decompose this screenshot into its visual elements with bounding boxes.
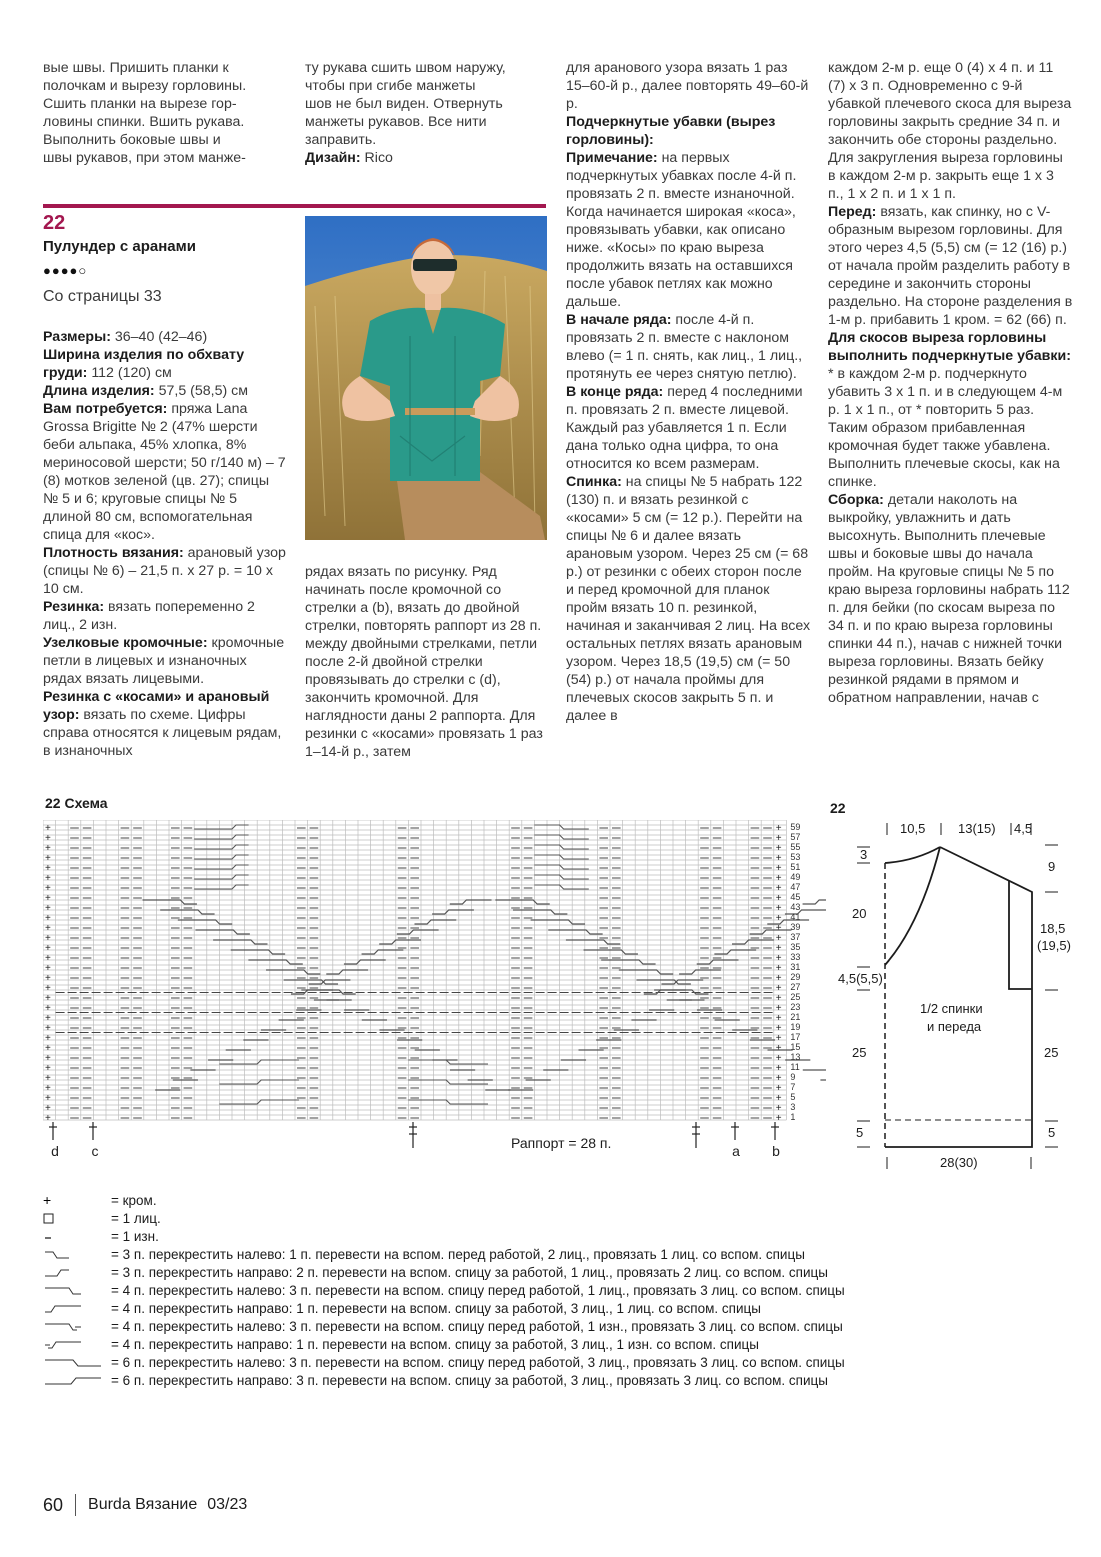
svg-text:35: 35 [790,942,801,952]
svg-text:45: 45 [790,892,801,902]
svg-text:+: + [45,1103,51,1114]
text-line: ловины спинки. Вшить рукава. [43,114,245,130]
paragraph-text: пряжа Lana Grossa Brigitte № 2 (47% шерсти беби альпака, 45% хлопка, 8% мериносовой шерсти; 50 г/140 м) – 7 (8) мотков зеленой (цв. 27); спицы № 5 и 6; круговые спицы № 5 длиной 80 см, вспомогательная спица для «кос». [43,401,286,543]
paragraph-label: Длина изделия: [43,383,155,399]
paragraph [828,203,1073,329]
svg-text:+: + [775,863,782,874]
paragraph-label: Спинка: [566,474,622,490]
text-line: манжеты рукавов. Все нити [305,114,487,130]
paragraph-text: каждом 2-м р. еще 0 (4) х 4 п. и 11 (7) х 3 п. Одновременно с 9-й убавкой плечевого скоса для выреза горловины закрыть средние 34 п. и закончить обе стороны раздельно. Для закругления выреза горловины в каждом 2-м р. закрыть еще 1 х 3 п., 1 х 2 п. и 1 х 1 п. [828,60,1072,202]
legend-text: = 3 п. перекрестить направо: 2 п. перевести на вспом. спицу за работой, 1 лиц., провязать 2 лиц. со вспом. спицы [111,1265,828,1280]
c4r-symbol-icon [43,1300,111,1318]
page-number: 60 [43,1494,64,1515]
legend-text: = 1 изн. [111,1229,159,1244]
svg-text:15: 15 [790,1042,801,1052]
svg-text:+: + [45,1073,51,1084]
paragraph-label: Вам потребуется: [43,401,168,417]
svg-text:59: 59 [790,822,801,832]
svg-text:+: + [45,943,51,954]
design-credit: Дизайн: Rico [305,150,393,166]
svg-text:+: + [45,923,51,934]
svg-text:29: 29 [790,972,801,982]
legend-text: = 1 лиц. [111,1211,161,1226]
svg-text:+: + [775,1113,782,1122]
svg-text:5: 5 [790,1092,796,1102]
svg-text:+: + [45,1113,51,1122]
svg-text:+: + [45,873,51,884]
c3l-symbol-icon [43,1246,111,1264]
svg-text:20: 20 [852,906,867,921]
svg-text:43: 43 [790,902,801,912]
svg-text:+: + [775,853,782,864]
paragraph [43,688,288,760]
legend-item [43,1210,923,1228]
svg-text:+: + [775,1013,782,1024]
legend-text: = 3 п. перекрестить налево: 1 п. перевести на вспом. перед работой, 2 лиц., провязать 1 лиц. со вспом. спицы [111,1247,805,1262]
rapport-label: Раппорт = 28 п. [511,1135,612,1151]
paragraph-label: Сборка: [828,492,884,508]
legend-item [43,1264,923,1282]
paragraph [566,473,811,725]
paragraph-text: 112 (120) см [87,365,172,381]
column2-top-text [305,59,550,167]
paragraph-label: Перед: [828,204,877,220]
paragraph-label: Плотность вязания: [43,545,184,561]
svg-text:18,5: 18,5 [1040,921,1066,936]
svg-text:55: 55 [790,842,801,852]
svg-text:+: + [45,973,51,984]
garment-schematic [830,815,1080,1175]
svg-text:27: 27 [790,982,801,992]
chart-title: 22 Схема [45,795,108,811]
svg-text:+: + [775,1043,782,1054]
legend-text: = 4 п. перекрестить налево: 3 п. перевести на вспом. спицу перед работой, 1 лиц., провязать 3 лиц. со вспом. спицы [111,1283,845,1298]
paragraph-text: для аранового узора вязать 1 раз 15–60-й р., далее повторять 49–60-й р. [566,60,809,112]
svg-text:+: + [45,1053,51,1064]
svg-text:+: + [45,903,51,914]
specs-text [43,328,288,760]
svg-text:c: c [91,1143,99,1159]
svg-text:33: 33 [790,952,801,962]
paragraph [566,383,811,473]
paragraph [43,346,288,382]
paragraph-label: Узелковые кромочные: [43,635,208,651]
svg-text:5: 5 [856,1125,864,1140]
paragraph-text: вязать по схеме. Цифры справа относятся к лицевым рядам, в изнаночных [43,707,282,759]
svg-text:+: + [775,823,782,834]
svg-text:+: + [775,933,782,944]
paragraph-label: Ширина изделия по обхвату груди: [43,347,245,381]
paragraph [566,311,811,383]
paragraph [828,491,1073,707]
svg-text:+: + [45,1003,51,1014]
paragraph [566,59,811,113]
text-line: чтобы при сгибе манжеты [305,78,476,94]
legend-item [43,1192,923,1210]
plus-symbol-icon [43,1192,111,1210]
svg-text:+: + [45,823,51,834]
column1-top-text [43,59,293,167]
svg-text:19: 19 [790,1022,801,1032]
svg-text:+: + [775,913,782,924]
svg-text:+: + [775,1053,782,1064]
legend-text: = 4 п. перекрестить направо: 1 п. перевести на вспом. спицу за работой, 3 лиц., 1 лиц. со вспом. спицы [111,1301,761,1316]
svg-text:+: + [45,1023,51,1034]
svg-text:7: 7 [790,1082,796,1092]
dash-symbol-icon [43,1228,111,1246]
legend-text: = 6 п. перекрестить направо: 3 п. перевести на вспом. спицу за работой, 3 лиц., провязать 3 лиц. со вспом. спицы [111,1373,828,1388]
legend-item [43,1354,923,1372]
paragraph [43,544,288,598]
svg-text:+: + [45,1063,51,1074]
svg-text:41: 41 [790,912,801,922]
svg-text:+: + [45,853,51,864]
svg-text:+: + [45,1013,51,1024]
c4l-symbol-icon [43,1282,111,1300]
svg-text:+: + [775,953,782,964]
svg-text:1/2 спинки: 1/2 спинки [920,1001,983,1016]
svg-text:+: + [775,983,782,994]
knitting-chart-grid [43,820,826,1127]
c6r-symbol-icon [43,1372,111,1390]
paragraph-label: Подчеркнутые убавки (вырез горловины): [566,114,776,148]
difficulty-rating: ●●●●○ [43,263,88,278]
text-line: шов не был виден. Отвернуть [305,96,503,112]
svg-text:11: 11 [790,1062,800,1072]
paragraph-text: вязать, как спинку, но с V-образным вырезом горловины. Для этого через 4,5 (5,5) см (= 12 (16) р.) от начала пройм разделить работу в середине и закончить стороны раздельно. На стороне разделения в 1-м р. прибавить 1 кром. = 62 (66) п. [828,204,1073,328]
svg-text:b: b [772,1143,780,1159]
svg-text:+: + [45,1093,51,1104]
paragraph-label: Примечание: [566,150,658,166]
paragraph [828,329,1073,491]
text-line: заправить. [305,132,377,148]
page-footer [43,1494,247,1516]
legend-item [43,1300,923,1318]
paragraph [43,400,288,544]
svg-text:+: + [775,1023,782,1034]
svg-text:+: + [45,933,51,944]
svg-text:+: + [45,863,51,874]
svg-text:17: 17 [790,1032,801,1042]
svg-text:53: 53 [790,852,801,862]
column2-bottom-text [305,563,550,761]
section-rule [43,204,546,208]
column3-text [566,59,811,725]
from-page: Со страницы 33 [43,288,162,305]
svg-text:+: + [775,883,782,894]
svg-text:4,5(5,5): 4,5(5,5) [838,971,883,986]
paragraph-text: кромочные петли в лицевых и изнаночных рядах вязать лицевыми. [43,635,285,687]
svg-text:+: + [775,943,782,954]
article-title: Пулундер с аранами [43,238,196,255]
paragraph [566,113,811,149]
dim-top-3: 4,5 [1014,821,1033,836]
paragraph-text: арановый узор (спицы № 6) – 21,5 п. х 27 р. = 10 х 10 см. [43,545,286,597]
svg-text:28(30): 28(30) [940,1155,978,1170]
svg-text:47: 47 [790,882,801,892]
svg-text:+: + [45,913,51,924]
svg-text:49: 49 [790,872,801,882]
issue-number: 03/23 [207,1496,248,1513]
svg-text:+: + [775,873,782,884]
svg-text:+: + [45,883,51,894]
legend-text: = 4 п. перекрестить направо: 1 п. перевести на вспом. спицу за работой, 3 лиц., 1 изн. со вспом. спицы [111,1337,759,1352]
paragraph-text: вязать попеременно 2 лиц., 2 изн. [43,599,255,633]
svg-text:9: 9 [1048,859,1056,874]
c6l-symbol-icon [43,1354,111,1372]
svg-text:+: + [45,1043,51,1054]
svg-text:+: + [775,903,782,914]
c4rp-symbol-icon [43,1336,111,1354]
legend-item [43,1372,923,1390]
article-number: 22 [43,212,66,234]
legend-item [43,1246,923,1264]
c3r-symbol-icon [43,1264,111,1282]
legend-text: = 6 п. перекрестить налево: 3 п. перевести на вспом. спицу перед работой, 3 лиц., провязать 3 лиц. со вспом. спицы [111,1355,845,1370]
paragraph-text: 36–40 (42–46) [110,329,208,345]
dim-top-2: 13(15) [958,821,996,836]
text-line: ту рукава сшить швом наружу, [305,60,506,76]
paragraph-label: В начале ряда: [566,312,672,328]
svg-text:(19,5): (19,5) [1037,938,1071,953]
svg-text:+: + [45,983,51,994]
paragraph [828,59,1073,203]
svg-text:+: + [775,893,782,904]
paragraph-text: 57,5 (58,5) см [154,383,249,399]
paragraph [43,598,288,634]
legend-text: = кром. [111,1193,157,1208]
text-line: Сшить планки на вырезе гор- [43,96,237,112]
paragraph [566,149,811,311]
legend-item [43,1336,923,1354]
svg-text:31: 31 [790,962,801,972]
model-photo [305,216,547,540]
svg-text:21: 21 [790,1012,801,1022]
legend-item [43,1318,923,1336]
svg-text:+: + [775,843,782,854]
svg-text:+: + [45,893,51,904]
paragraph-label: Для скосов выреза горловины выполнить подчеркнутые убавки: [828,330,1071,364]
svg-text:+: + [45,833,51,844]
text-line: швы рукавов, при этом манже- [43,150,246,166]
column4-text [828,59,1073,707]
paragraph-text: на спицы № 5 набрать 122 (130) п. и вязать резинкой с «косами» 5 см (= 12 р.). Перейти на спицы № 6 и далее вязать арановым узором. Через 25 см (= 68 р.) от резинки с обеих сторон после и перед кромочной для планок пройм вязать 10 п. резинкой, начиная и заканчивая 2 лиц. На всех остальных петлях вязать арановым узором. Через 18,5 (19,5) см (= 50 (54) р.) от начала проймы для плечевых скосов закрыть 5 п. и далее в [566,474,811,724]
svg-text:57: 57 [790,832,801,842]
svg-text:9: 9 [790,1072,796,1082]
svg-text:37: 37 [790,932,801,942]
text-line: Выполнить боковые швы и [43,132,221,148]
paragraph-label: Резинка с «косами» и арановый узор: [43,689,270,723]
schematic-number: 22 [830,800,846,816]
svg-text:+: + [45,1083,51,1094]
svg-text:5: 5 [1048,1125,1056,1140]
svg-text:25: 25 [852,1045,867,1060]
paragraph-text: перед 4 последними п. провязать 2 п. вместе лицевой. Каждый раз убавляется 1 п. Если дана только одна цифра, то она относится ко всем размерам. [566,384,803,472]
svg-text:+: + [775,973,782,984]
paragraph-label: В конце ряда: [566,384,664,400]
chart-legend [43,1192,923,1390]
svg-text:3: 3 [860,847,868,862]
svg-text:3: 3 [790,1102,796,1112]
footer-divider [75,1494,76,1516]
chart-arrows [43,1122,793,1167]
paragraph [43,328,288,346]
svg-text:+: + [775,833,782,844]
svg-text:+: + [775,1093,782,1104]
svg-text:+: + [775,1083,782,1094]
paragraph-label: Размеры: [43,329,111,345]
svg-text:+: + [775,923,782,934]
paragraph [43,382,288,400]
paragraph-text: * в каждом 2-м р. подчеркнуто убавить 3 х 1 п. и в следующем 4-м р. 1 х 1 п., от * повторить 5 раз. Таким образом прибавленная кромочная будет также убавлена. Выполнить плечевые скосы, как на спинке. [828,366,1063,490]
legend-text: = 4 п. перекрестить налево: 3 п. перевести на вспом. спицу перед работой, 1 изн., провязать 3 лиц. со вспом. спицы [111,1319,843,1334]
svg-text:+: + [775,993,782,1004]
text-line: полочкам и вырезу горловины. [43,78,247,94]
svg-text:39: 39 [790,922,801,932]
svg-text:a: a [732,1143,740,1159]
svg-text:+: + [45,993,51,1004]
svg-text:25: 25 [790,992,801,1002]
legend-item [43,1228,923,1246]
paragraph-text: после 4-й п. провязать 2 п. вместе с наклоном влево (= 1 п. снять, как лиц., 1 лиц., протянуть ее через снятую петлю). [566,312,803,382]
svg-text:+: + [775,1063,782,1074]
magazine-name: Burda Вязание [88,1496,198,1513]
svg-text:+: + [775,1103,782,1114]
c4lp-symbol-icon [43,1318,111,1336]
legend-item [43,1282,923,1300]
square-symbol-icon [43,1210,111,1228]
svg-text:+: + [775,1073,782,1084]
dim-top-1: 10,5 [900,821,926,836]
paragraph-text: на первых подчеркнутых убавках после 4-й п. провязать 2 п. вместе изнаночной. Когда начинается широкая «коса», провязывать убавки, как описано ниже. «Косы» по краю выреза продолжить вязать на оставшихся после убавок петлях как можно дальше. [566,150,797,310]
svg-text:+: + [775,1003,782,1014]
svg-text:d: d [51,1143,59,1159]
svg-text:и переда: и переда [927,1019,982,1034]
text-line: вые швы. Пришить планки к [43,60,229,76]
paragraph: рядах вязать по рисунку. Ряд начинать после кромочной со стрелки a (b), вязать до двойной стрелки, повторять раппорт из 28 п. между двойными стрелками, петли после 2-й двойной стрелки провязывать до стрелки c (d), закончить кромочной. Для наглядности даны 2 раппорта. Для резинки с «косами» провязать 1 раз 1–14-й р., затем [305,564,543,760]
svg-text:+: + [45,953,51,964]
svg-text:+: + [775,963,782,974]
svg-text:+: + [45,843,51,854]
svg-text:+: + [45,1033,51,1044]
svg-text:+: + [775,1033,782,1044]
svg-text:+: + [43,1192,52,1208]
svg-text:1: 1 [790,1112,796,1122]
svg-text:13: 13 [790,1052,801,1062]
paragraph-text: детали наколоть на выкройку, увлажнить и дать высохнуть. Выполнить плечевые швы и боковые швы до начала пройм. На круговые спицы № 5 по краю выреза горловины набрать 112 п. для бейки (по скосам выреза по 34 п. и по краю выреза горловины спинки 44 п.), начав с нижней точки выреза горловины. Вязать бейку резинкой рядами в прямом и обратном направлении, начав с [828,492,1070,706]
paragraph [43,634,288,688]
svg-text:+: + [45,963,51,974]
svg-text:23: 23 [790,1002,801,1012]
svg-text:25: 25 [1044,1045,1059,1060]
svg-text:51: 51 [790,862,801,872]
paragraph-label: Резинка: [43,599,105,615]
